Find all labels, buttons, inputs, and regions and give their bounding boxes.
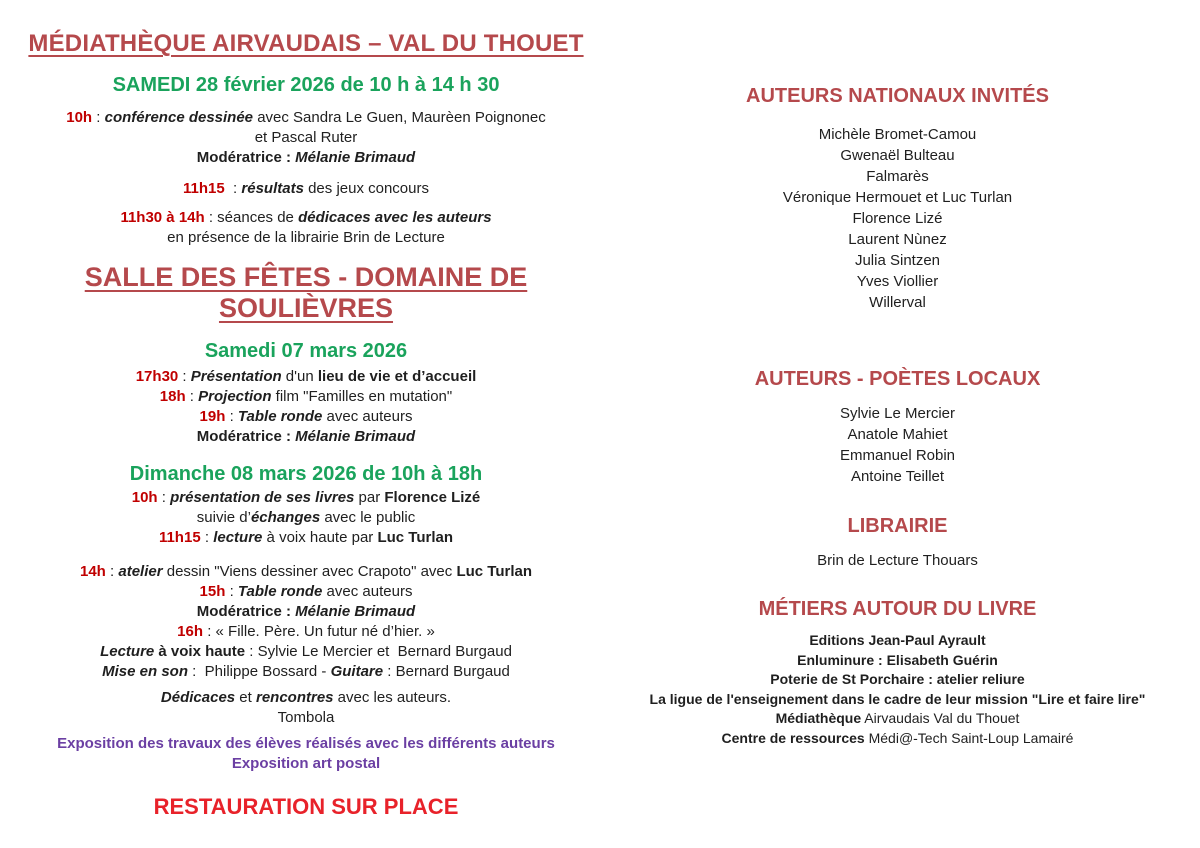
list-item: Willerval	[869, 294, 926, 311]
list-item: Brin de Lecture Thouars	[817, 552, 978, 569]
program-block-dimanche-matin	[0, 488, 612, 548]
list-item: Sylvie Le Mercier	[839, 405, 956, 422]
heading-auteurs-nationaux: AUTEURS NATIONAUX INVITÉS	[746, 85, 1049, 107]
text-line: 11h30 à 14h : séances de dédicaces avec les auteurs	[120, 209, 492, 226]
text-line: et Pascal Ruter	[254, 129, 358, 146]
local-authors-list	[625, 403, 1170, 487]
heading-librairie: LIBRAIRIE	[847, 515, 948, 537]
text-line: 10h : conférence dessinée avec Sandra Le Guen, Maurèen Poignonec	[66, 109, 546, 126]
program-block-samedi-07-mars	[0, 367, 612, 447]
section-title-salle-des-fetes: SALLE DES FÊTES - DOMAINE DE SOULIÈVRES	[84, 262, 528, 323]
right-column	[625, 0, 1170, 848]
librairie-list	[625, 550, 1170, 571]
heading-metiers-livre: MÉTIERS AUTOUR DU LIVRE	[758, 598, 1037, 620]
text-line: 15h : Table ronde avec auteurs	[199, 583, 413, 600]
text-line: Enluminure : Elisabeth Guérin	[797, 651, 998, 668]
list-item: Véronique Hermouet et Luc Turlan	[782, 189, 1013, 206]
text-line: 16h : « Fille. Père. Un futur né d’hier. »	[177, 623, 435, 640]
metiers-list	[625, 631, 1170, 748]
restauration-banner: RESTAURATION SUR PLACE	[153, 794, 459, 819]
text-line: Modératrice : Mélanie Brimaud	[196, 428, 416, 445]
date-heading-samedi-07-mars: Samedi 07 mars 2026	[204, 340, 408, 362]
program-block-11h15	[0, 179, 612, 199]
list-item: Falmarès	[866, 168, 929, 185]
list-item: Michèle Bromet-Camou	[818, 126, 977, 143]
program-block-10h	[0, 108, 612, 168]
list-item: Julia Sintzen	[854, 252, 941, 269]
text-line: suivie d’échanges avec le public	[196, 509, 416, 526]
list-item: Antoine Teillet	[850, 468, 945, 485]
list-item: Gwenaël Bulteau	[840, 147, 955, 164]
text-line: 11h15 : résultats des jeux concours	[183, 180, 429, 197]
text-line: 10h : présentation de ses livres par Florence Lizé	[131, 489, 481, 506]
text-line: en présence de la librairie Brin de Lecture	[167, 229, 445, 246]
text-line: 11h15 : lecture à voix haute par Luc Turlan	[158, 529, 454, 546]
text-line: Poterie de St Porchaire : atelier reliure	[770, 671, 1025, 687]
text-line: Centre de ressources Médi@-Tech Saint-Loup Lamairé	[721, 729, 1074, 746]
text-line: Tombola	[277, 709, 335, 726]
national-authors-list	[625, 124, 1170, 313]
text-line: Exposition des travaux des élèves réalisés avec les différents auteurs	[57, 735, 555, 752]
exposition-block	[0, 734, 612, 774]
text-line: Lecture à voix haute : Sylvie Le Mercier et Bernard Burgaud	[100, 643, 512, 660]
date-heading-samedi-28-fevrier: SAMEDI 28 février 2026 de 10 h à 14 h 30	[112, 74, 500, 96]
main-title: MÉDIATHÈQUE AIRVAUDAIS – VAL DU THOUET	[28, 30, 584, 57]
text-line: Dédicaces et rencontres avec les auteurs.	[160, 689, 452, 706]
program-block-dimanche-apresmidi	[0, 562, 612, 682]
text-line: Mise en son : Philippe Bossard - Guitare : Bernard Burgaud	[102, 663, 510, 680]
program-block-dedicaces-tombola	[0, 688, 612, 728]
text-line: 18h : Projection film "Familles en mutation"	[159, 388, 453, 405]
program-block-11h30	[0, 208, 612, 248]
heading-auteurs-locaux: AUTEURS - POÈTES LOCAUX	[754, 368, 1041, 390]
text-line: 19h : Table ronde avec auteurs	[199, 408, 413, 425]
date-heading-dimanche-08-mars: Dimanche 08 mars 2026 de 10h à 18h	[129, 463, 483, 485]
list-item: Anatole Mahiet	[847, 426, 948, 443]
list-item: Florence Lizé	[852, 210, 943, 227]
text-line: Modératrice : Mélanie Brimaud	[196, 603, 416, 620]
text-line: Médiathèque Airvaudais Val du Thouet	[775, 710, 1020, 726]
list-item: Emmanuel Robin	[839, 447, 956, 464]
text-line: Exposition art postal	[231, 755, 381, 772]
list-item: Yves Viollier	[856, 273, 939, 290]
text-line: Modératrice : Mélanie Brimaud	[196, 149, 416, 166]
text-line: Editions Jean-Paul Ayrault	[809, 632, 986, 648]
list-item: Laurent Nùnez	[848, 231, 947, 248]
text-line: 17h30 : Présentation d'un lieu de vie et d’accueil	[135, 368, 477, 385]
text-line: La ligue de l'enseignement dans le cadre de leur mission "Lire et faire lire"	[649, 690, 1146, 707]
text-line: 14h : atelier dessin "Viens dessiner avec Crapoto" avec Luc Turlan	[79, 563, 532, 580]
